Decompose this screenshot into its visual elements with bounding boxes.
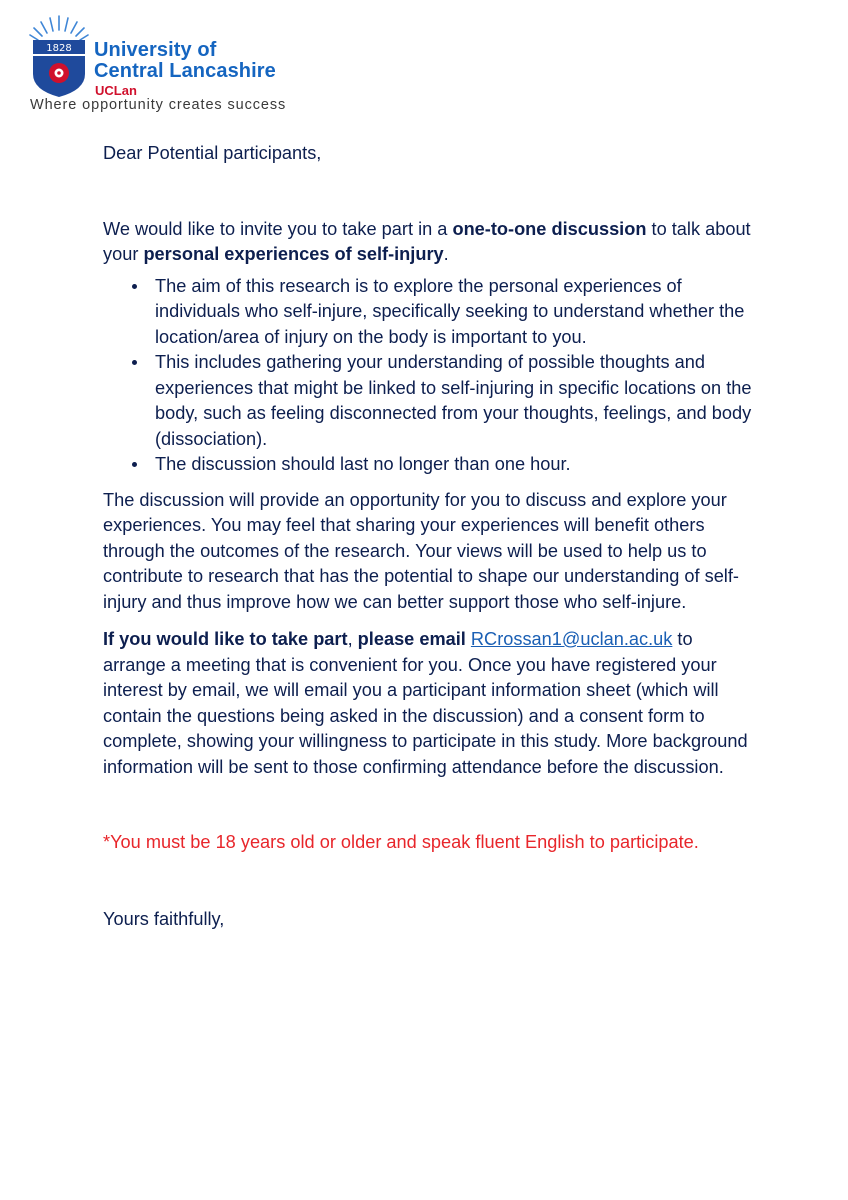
letter-body [103, 141, 753, 932]
crest-icon [28, 14, 90, 98]
greeting: Dear Potential participants, [103, 143, 322, 163]
university-short-name: UCLan [95, 83, 137, 98]
tagline: Where opportunity creates success [30, 97, 287, 113]
intro-paragraph: We would like to invite you to take part in a one-to-one discussion to talk about your personal experiences of self-injury. [103, 218, 751, 264]
participation-paragraph: If you would like to take part, please email RCrossan1@uclan.ac.uk to arrange a meeting that is convenient for you. Once you have registered your interest by email, we will email you a participant information sheet (which will contain the questions being asked in the discussion) and a consent form to complete, showing your willingness to participate in this study. More background information will be sent to those confirming attendance before the discussion. [103, 629, 748, 777]
uclan-logo [28, 14, 368, 119]
email-link[interactable]: RCrossan1@uclan.ac.uk [470, 629, 673, 649]
svg-text:1828: 1828 [46, 43, 72, 54]
list-item: The aim of this research is to explore the personal experiences of individuals who self-injure, specifically seeking to understand whether the location/area of injury on the body is important to you. [155, 274, 753, 351]
list-item: The discussion should last no longer than one hour. [155, 452, 753, 478]
benefits-paragraph: The discussion will provide an opportunity for you to discuss and explore your experiences. You may feel that sharing your experiences will benefit others through the outcomes of the research. Your views will be used to help us to contribute to research that has the potential to shape our understanding of self-injury and thus improve how we can better support those who self-injure. [103, 489, 739, 612]
list-item: This includes gathering your understanding of possible thoughts and experiences that might be linked to self-injuring in specific locations on the body, such as feeling disconnected from your thoughts, feelings, and body (dissociation). [155, 350, 753, 452]
signoff: Yours faithfully, [103, 908, 225, 929]
eligibility-note: *You must be 18 years old or older and speak fluent English to participate. [103, 832, 699, 852]
research-bullet-list [103, 274, 753, 478]
university-name: University of Central Lancashire [94, 39, 276, 82]
